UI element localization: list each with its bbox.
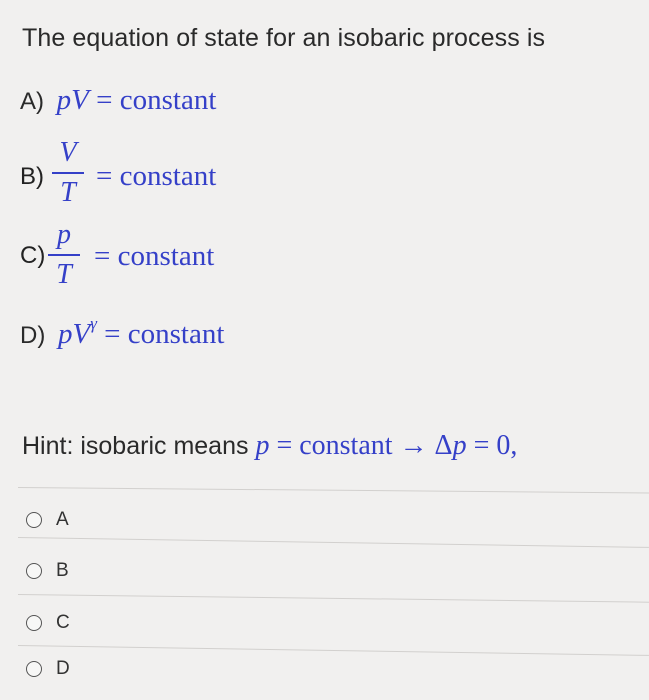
choice-label: D (56, 658, 70, 679)
fraction-bar (52, 172, 84, 174)
arrow-right-icon: → (399, 430, 428, 461)
choice-c[interactable] (26, 612, 70, 634)
divider (18, 645, 649, 656)
choice-a[interactable] (26, 509, 69, 531)
hint-prefix: Hint: isobaric means (22, 432, 249, 460)
symbol-V: V (72, 318, 91, 350)
divider (18, 594, 649, 603)
divider (18, 537, 649, 548)
option-a-statement (20, 84, 216, 117)
gamma-exponent: γ (90, 314, 97, 333)
option-c-letter: C) (20, 242, 46, 269)
option-c-rhs: = constant (94, 240, 215, 272)
option-d-equation (58, 314, 225, 350)
equals-constant: = constant (104, 318, 225, 350)
option-b-rhs: = constant (96, 160, 217, 192)
choice-label: B (56, 560, 69, 581)
fraction-denominator: T (60, 177, 76, 208)
option-c-fraction (48, 220, 80, 290)
divider (18, 487, 649, 494)
symbol-V: V (71, 84, 89, 116)
fraction-numerator: p (57, 219, 71, 250)
hint-text (22, 430, 517, 462)
equals-constant: = constant (96, 84, 217, 116)
option-d-letter: D) (20, 322, 46, 349)
fraction-numerator: V (59, 137, 77, 168)
option-b-letter: B) (20, 163, 44, 190)
symbol-p: p (56, 84, 72, 116)
radio-button[interactable] (26, 615, 42, 631)
option-a-letter: A) (20, 88, 44, 115)
option-a-equation (57, 84, 217, 116)
choice-label: C (56, 612, 70, 633)
question-text: The equation of state for an isobaric process is (22, 24, 546, 52)
symbol-p: p (452, 430, 467, 461)
radio-button[interactable] (26, 661, 42, 677)
equals-zero: = 0, (473, 430, 518, 461)
choice-b[interactable] (26, 560, 69, 582)
fraction-bar (48, 254, 80, 256)
symbol-p: p (58, 318, 73, 350)
hint-math (255, 430, 517, 461)
equals-constant: = constant (276, 430, 393, 461)
option-d-statement (20, 314, 224, 351)
option-b-fraction (52, 138, 84, 208)
choice-label: A (56, 509, 69, 530)
radio-button[interactable] (26, 512, 42, 528)
radio-button[interactable] (26, 563, 42, 579)
choice-d[interactable] (26, 658, 70, 680)
fraction-denominator: T (56, 259, 72, 290)
symbol-p: p (255, 430, 270, 461)
delta-symbol: Δ (434, 430, 453, 461)
